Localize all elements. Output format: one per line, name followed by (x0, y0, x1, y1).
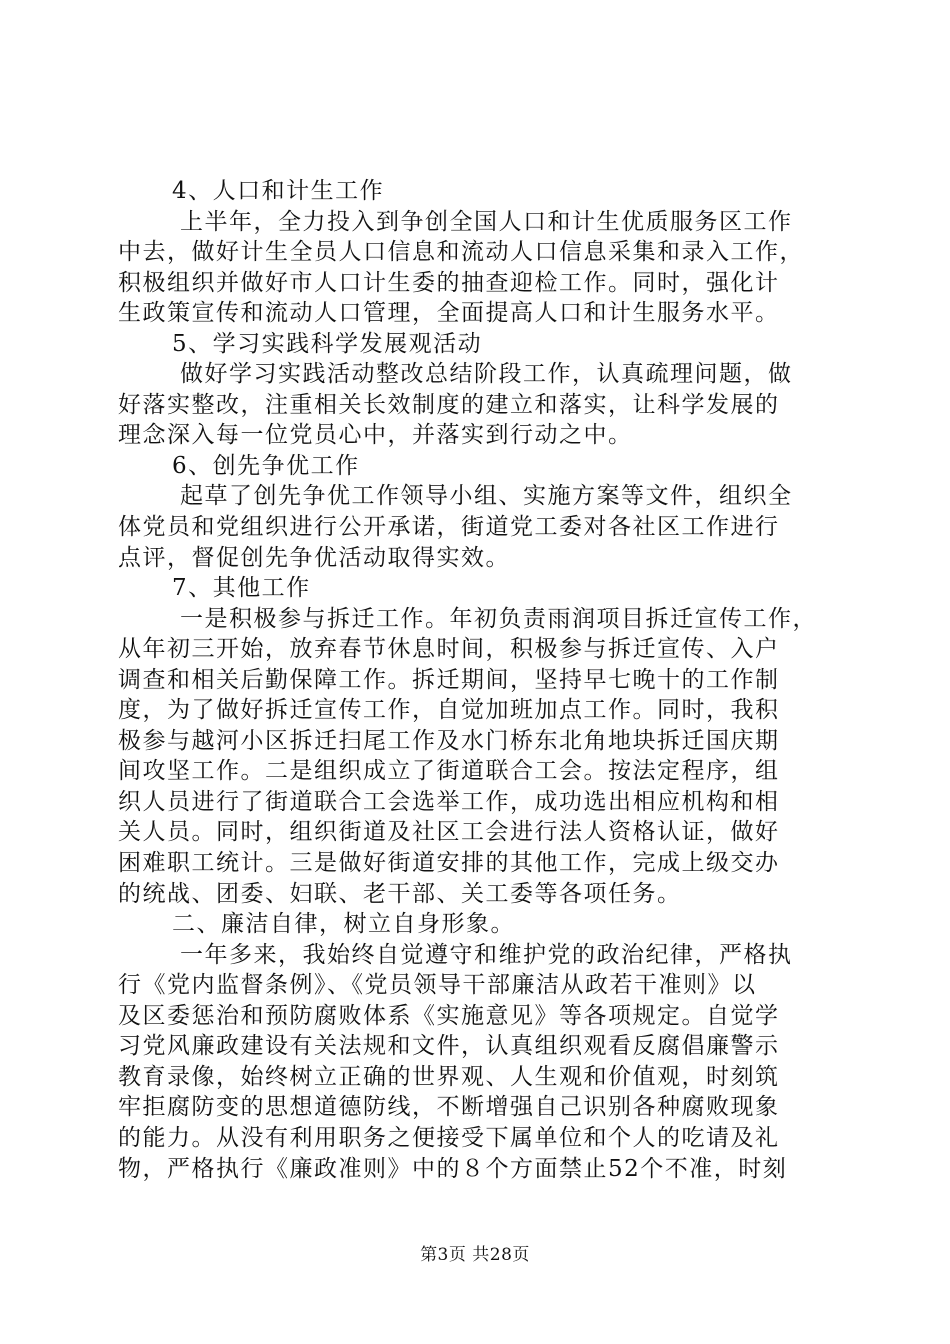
paragraph-line: 的统战、团委、妇联、老干部、关工委等各项任务。 (118, 880, 682, 907)
paragraph-line: 做好学习实践活动整改总结阶段工作，认真疏理问题，做 (180, 361, 793, 388)
paragraph-line: 困难职工统计。三是做好街道安排的其他工作，完成上级交办 (118, 850, 780, 877)
paragraph-line: 积极组织并做好市人口计生委的抽查迎检工作。同时，强化计 (118, 269, 780, 296)
section-heading: 4、人口和计生工作 (172, 178, 385, 204)
section-heading: 6、创先争优工作 (172, 452, 360, 479)
page-footer: 第3页 共28页 (420, 1245, 530, 1265)
paragraph-line: 一年多来，我始终自觉遵守和维护党的政治纪律，严格执 (180, 941, 793, 968)
paragraph-line: 关人员。同时，组织街道及社区工会进行法人资格认证，做好 (118, 819, 780, 846)
document-body (118, 176, 832, 1184)
paragraph-line: 调查和相关后勤保障工作。拆迁期间，坚持早七晚十的工作制 (118, 666, 780, 693)
paragraph-line: 理念深入每一位党员心中，并落实到行动之中。 (118, 422, 633, 449)
paragraph-line: 牢拒腐防变的思想道德防线，不断增强自己识别各种腐败现象 (118, 1094, 780, 1121)
paragraph-line: 上半年，全力投入到争创全国人口和计生优质服务区工作 (180, 208, 793, 235)
paragraph-line: 点评，督促创先争优活动取得实效。 (118, 544, 510, 571)
paragraph-line: 的能力。从没有利用职务之便接受下属单位和个人的吃请及礼 (118, 1124, 780, 1151)
paragraph-line: 体党员和党组织进行公开承诺，街道党工委对各社区工作进行 (118, 514, 780, 541)
paragraph-line: 及区委惩治和预防腐败体系《实施意见》等各项规定。自觉学 (118, 1002, 780, 1029)
paragraph-line: 习党风廉政建设有关法规和文件，认真组织观看反腐倡廉警示 (118, 1033, 780, 1060)
paragraph-line: 行《党内监督条例》、《党员领导干部廉洁从政若干准则》以 (118, 972, 757, 999)
paragraph-line: 物，严格执行《廉政准则》中的８个方面禁止52个不准，时刻 (118, 1155, 788, 1182)
paragraph-line: 织人员进行了街道联合工会选举工作，成功选出相应机构和相 (118, 788, 780, 815)
paragraph-line: 起草了创先争优工作领导小组、实施方案等文件，组织全 (180, 483, 793, 510)
paragraph-line: 生政策宣传和流动人口管理，全面提高人口和计生服务水平。 (118, 300, 780, 327)
paragraph-line: 从年初三开始，放弃春节休息时间，积极参与拆迁宣传、入户 (118, 636, 780, 663)
paragraph-line: 极参与越河小区拆迁扫尾工作及水门桥东北角地块拆迁国庆期 (118, 727, 780, 754)
paragraph-line: 一是积极参与拆迁工作。年初负责雨润项目拆迁宣传工作， (180, 605, 817, 632)
section-heading: 7、其他工作 (172, 575, 311, 602)
paragraph-line: 中去，做好计生全员人口信息和流动人口信息采集和录入工作， (118, 239, 804, 266)
section-heading: 5、学习实践科学发展观活动 (172, 330, 483, 357)
paragraph-line: 好落实整改，注重相关长效制度的建立和落实，让科学发展的 (118, 391, 780, 418)
paragraph-line: 度，为了做好拆迁宣传工作，自觉加班加点工作。同时，我积 (118, 697, 780, 724)
section-heading: 二、廉洁自律，树立自身形象。 (172, 911, 515, 938)
paragraph-line: 教育录像，始终树立正确的世界观、人生观和价值观，时刻筑 (118, 1063, 780, 1090)
paragraph-line: 间攻坚工作。二是组织成立了街道联合工会。按法定程序，组 (118, 758, 780, 785)
